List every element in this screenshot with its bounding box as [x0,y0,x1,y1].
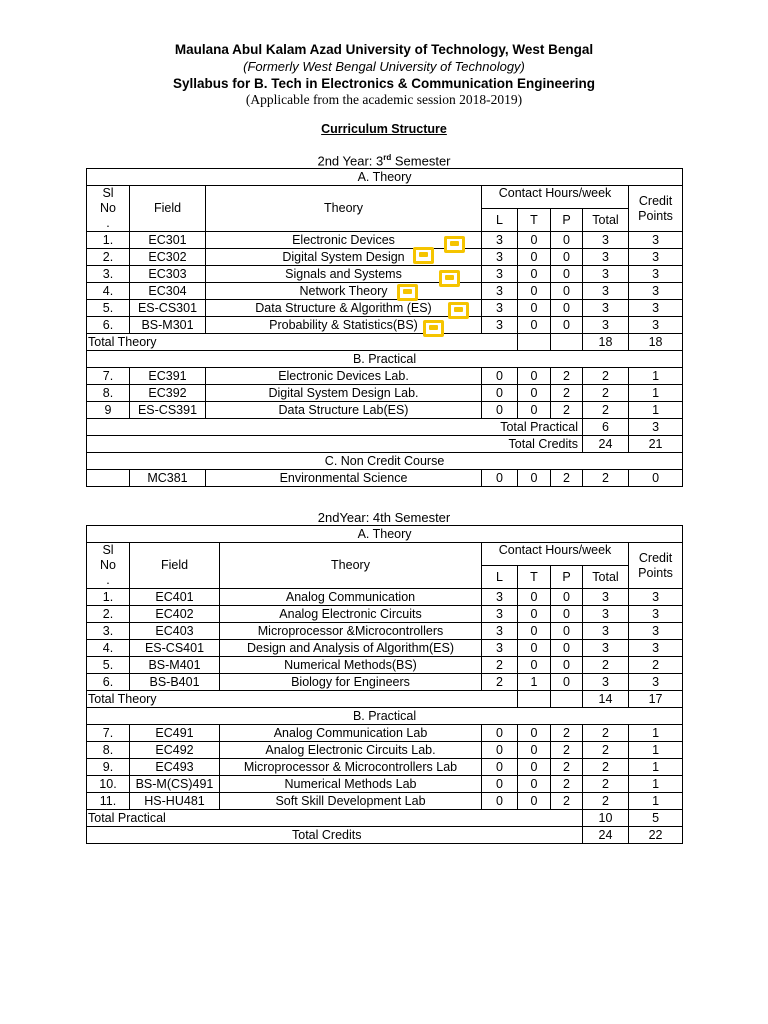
comment-icon[interactable] [397,284,418,301]
course-name-cell: Design and Analysis of Algorithm(ES) [220,640,482,657]
l-cell: 3 [482,232,518,249]
table-row [87,249,683,266]
l-cell: 0 [482,385,518,402]
p-cell: 0 [551,606,583,623]
t-cell: 0 [518,606,551,623]
empty-cell [518,691,551,708]
total-practical-row [87,810,683,827]
col-field-header: Field [130,186,206,232]
table-row [87,623,683,640]
sl-cell: 10. [87,776,130,793]
l-cell: 2 [482,674,518,691]
header-row [87,186,683,209]
table-row [87,300,683,317]
col-p-header: P [551,209,583,232]
table-row [87,759,683,776]
credit-cell: 3 [629,300,683,317]
field-cell: EC304 [130,283,206,300]
p-cell: 2 [551,793,583,810]
p-cell: 0 [551,640,583,657]
table-row [87,368,683,385]
comment-icon[interactable] [439,270,460,287]
total-cell: 2 [583,470,629,487]
p-cell: 2 [551,742,583,759]
field-cell: EC491 [130,725,220,742]
total-credits-credit: 22 [629,827,683,844]
total-cell: 3 [583,606,629,623]
course-name-cell: Analog Communication Lab [220,725,482,742]
l-cell: 0 [482,368,518,385]
course-name-cell: Analog Communication [220,589,482,606]
field-cell: MC381 [130,470,206,487]
empty-cell [551,334,583,351]
credit-cell: 1 [629,725,683,742]
credit-cell: 2 [629,657,683,674]
total-credits-row [87,436,683,453]
col-total-header: Total [583,566,629,589]
table-row [87,640,683,657]
table-row [87,674,683,691]
course-name-cell: Probability & Statistics(BS) [206,317,482,334]
credit-cell: 1 [629,759,683,776]
sl-cell: 4. [87,283,130,300]
field-cell: EC403 [130,623,220,640]
section-row [87,453,683,470]
l-cell: 3 [482,589,518,606]
credit-cell: 3 [629,266,683,283]
header-row [87,543,683,566]
total-theory-label: Total Theory [87,691,482,708]
sl-cell: 9. [87,759,130,776]
course-name-cell: Digital System Design [206,249,482,266]
field-cell: EC391 [130,368,206,385]
p-cell: 2 [551,776,583,793]
l-cell: 0 [482,776,518,793]
col-credit-header: Credit Points [629,186,683,232]
col-credit-header: Credit Points [629,543,683,589]
credit-cell: 3 [629,640,683,657]
total-cell: 2 [583,759,629,776]
p-cell: 0 [551,623,583,640]
p-cell: 0 [551,249,583,266]
t-cell: 0 [518,793,551,810]
credit-cell: 1 [629,402,683,419]
field-cell: EC492 [130,742,220,759]
total-practical-label: Total Practical [87,419,583,436]
t-cell: 0 [518,759,551,776]
l-cell: 0 [482,793,518,810]
total-theory-hours: 14 [583,691,629,708]
credit-cell: 3 [629,623,683,640]
course-name-cell: Soft Skill Development Lab [220,793,482,810]
col-l-header: L [482,566,518,589]
total-practical-hours: 6 [583,419,629,436]
field-cell: EC303 [130,266,206,283]
p-cell: 0 [551,300,583,317]
field-cell: BS-M401 [130,657,220,674]
sl-cell: 8. [87,385,130,402]
empty-cell [482,691,518,708]
comment-icon[interactable] [413,247,434,264]
total-theory-label: Total Theory [87,334,482,351]
total-cell: 2 [583,725,629,742]
sl-cell: 4. [87,640,130,657]
course-name-cell: Environmental Science [206,470,482,487]
p-cell: 0 [551,589,583,606]
total-cell: 2 [583,742,629,759]
sem4-title: 2ndYear: 4th Semester [317,510,451,525]
empty-cell [518,334,551,351]
total-cell: 3 [583,623,629,640]
total-theory-row [87,691,683,708]
sl-cell: 5. [87,657,130,674]
t-cell: 0 [518,742,551,759]
table-row [87,317,683,334]
total-cell: 3 [583,589,629,606]
t-cell: 0 [518,470,551,487]
course-name-cell: Microprocessor &Microcontrollers [220,623,482,640]
col-t-header: T [518,209,551,232]
p-cell: 2 [551,368,583,385]
total-credits-hours: 24 [583,436,629,453]
total-theory-hours: 18 [583,334,629,351]
empty-cell [482,334,518,351]
total-cell: 3 [583,232,629,249]
credit-cell: 1 [629,385,683,402]
col-t-header: T [518,566,551,589]
total-cell: 3 [583,640,629,657]
l-cell: 0 [482,470,518,487]
total-practical-hours: 10 [583,810,629,827]
credit-cell: 3 [629,283,683,300]
l-cell: 3 [482,300,518,317]
sem3-title: 2nd Year: 3rd Semester [317,153,451,169]
section-row [87,169,683,186]
sl-cell: 2. [87,249,130,266]
course-name-cell: Microprocessor & Microcontrollers Lab [220,759,482,776]
p-cell: 2 [551,402,583,419]
course-name-cell: Network Theory [206,283,482,300]
curriculum-heading: Curriculum Structure [321,122,447,136]
total-cell: 3 [583,674,629,691]
t-cell: 0 [518,657,551,674]
p-cell: 2 [551,725,583,742]
section-theory-label: A. Theory [87,169,683,186]
p-cell: 0 [551,657,583,674]
table-row [87,232,683,249]
l-cell: 3 [482,266,518,283]
p-cell: 0 [551,232,583,249]
field-cell: EC392 [130,385,206,402]
credit-cell: 1 [629,776,683,793]
applicable-session: (Applicable from the academic session 2018-2019) [245,92,523,107]
total-theory-credit: 18 [629,334,683,351]
p-cell: 0 [551,674,583,691]
credit-cell: 1 [629,742,683,759]
credit-cell: 0 [629,470,683,487]
p-cell: 2 [551,385,583,402]
section-row [87,708,683,725]
course-name-cell: Electronic Devices Lab. [206,368,482,385]
section-row [87,526,683,543]
credit-cell: 3 [629,232,683,249]
total-credits-label: Total Credits [87,436,583,453]
credit-cell: 3 [629,317,683,334]
sl-cell: 3. [87,266,130,283]
section-row [87,351,683,368]
field-cell: EC302 [130,249,206,266]
t-cell: 0 [518,640,551,657]
sl-cell: 5. [87,300,130,317]
field-cell: EC401 [130,589,220,606]
course-name-cell: Digital System Design Lab. [206,385,482,402]
col-theory-header: Theory [220,543,482,589]
sl-cell: 1. [87,589,130,606]
sl-cell: 8. [87,742,130,759]
formerly-subtitle: (Formerly West Bengal University of Technology) [243,59,525,74]
sl-cell: 7. [87,725,130,742]
sl-cell: 6. [87,674,130,691]
t-cell: 0 [518,725,551,742]
total-credits-row [87,827,683,844]
l-cell: 0 [482,402,518,419]
field-cell: ES-CS401 [130,640,220,657]
sl-cell: 7. [87,368,130,385]
course-name-cell: Data Structure Lab(ES) [206,402,482,419]
t-cell: 0 [518,623,551,640]
course-name-cell: Biology for Engineers [220,674,482,691]
course-name-cell: Electronic Devices [206,232,482,249]
total-credits-hours: 24 [583,827,629,844]
field-cell: ES-CS391 [130,402,206,419]
l-cell: 2 [482,657,518,674]
section-practical-label: B. Practical [87,351,683,368]
total-cell: 3 [583,266,629,283]
total-cell: 2 [583,402,629,419]
t-cell: 0 [518,249,551,266]
col-theory-header: Theory [206,186,482,232]
total-practical-credit: 5 [629,810,683,827]
t-cell: 1 [518,674,551,691]
col-p-header: P [551,566,583,589]
t-cell: 0 [518,283,551,300]
total-cell: 3 [583,249,629,266]
total-credits-label: Total Credits [87,827,583,844]
total-theory-credit: 17 [629,691,683,708]
field-cell: BS-B401 [130,674,220,691]
t-cell: 0 [518,368,551,385]
university-title: Maulana Abul Kalam Azad University of Technology, West Bengal [174,42,594,57]
course-name-cell: Numerical Methods Lab [220,776,482,793]
course-name-cell: Analog Electronic Circuits Lab. [220,742,482,759]
credit-cell: 3 [629,249,683,266]
comment-icon[interactable] [444,236,465,253]
table-row [87,402,683,419]
credit-cell: 3 [629,606,683,623]
t-cell: 0 [518,232,551,249]
col-l-header: L [482,209,518,232]
total-practical-label: Total Practical [87,810,583,827]
t-cell: 0 [518,266,551,283]
sl-cell: 3. [87,623,130,640]
total-practical-row [87,419,683,436]
l-cell: 3 [482,283,518,300]
t-cell: 0 [518,589,551,606]
total-practical-credit: 3 [629,419,683,436]
comment-icon[interactable] [448,302,469,319]
field-cell: HS-HU481 [130,793,220,810]
l-cell: 3 [482,640,518,657]
table-row [87,266,683,283]
course-name-cell: Analog Electronic Circuits [220,606,482,623]
col-contact-header: Contact Hours/week [482,543,629,566]
sl-cell: 2. [87,606,130,623]
l-cell: 0 [482,759,518,776]
table-row [87,657,683,674]
p-cell: 2 [551,470,583,487]
l-cell: 3 [482,623,518,640]
total-cell: 2 [583,776,629,793]
syllabus-title: Syllabus for B. Tech in Electronics & Communication Engineering [172,76,596,91]
credit-cell: 1 [629,793,683,810]
t-cell: 0 [518,776,551,793]
sem3-table [86,168,683,487]
field-cell: EC301 [130,232,206,249]
course-name-cell: Numerical Methods(BS) [220,657,482,674]
credit-cell: 1 [629,368,683,385]
l-cell: 3 [482,606,518,623]
course-name-cell: Signals and Systems [206,266,482,283]
section-noncredit-label: C. Non Credit Course [87,453,683,470]
sl-cell: 6. [87,317,130,334]
field-cell: ES-CS301 [130,300,206,317]
section-practical-label: B. Practical [87,708,683,725]
field-cell: EC402 [130,606,220,623]
table-row [87,606,683,623]
table-row [87,385,683,402]
t-cell: 0 [518,385,551,402]
l-cell: 3 [482,249,518,266]
field-cell: BS-M301 [130,317,206,334]
table-row [87,589,683,606]
total-cell: 3 [583,300,629,317]
credit-cell: 3 [629,674,683,691]
credit-cell: 3 [629,589,683,606]
empty-cell [551,691,583,708]
sem4-table [86,525,683,844]
field-cell: EC493 [130,759,220,776]
table-row [87,725,683,742]
l-cell: 3 [482,317,518,334]
p-cell: 0 [551,283,583,300]
sl-cell: 1. [87,232,130,249]
t-cell: 0 [518,300,551,317]
l-cell: 0 [482,725,518,742]
t-cell: 0 [518,317,551,334]
total-cell: 3 [583,283,629,300]
total-credits-credit: 21 [629,436,683,453]
table-row [87,793,683,810]
total-cell: 2 [583,793,629,810]
section-theory-label: A. Theory [87,526,683,543]
col-sl-header: Sl No . [87,186,130,232]
col-sl-header: Sl No . [87,543,130,589]
field-cell: BS-M(CS)491 [130,776,220,793]
t-cell: 0 [518,402,551,419]
total-cell: 2 [583,385,629,402]
course-name-cell: Data Structure & Algorithm (ES) [206,300,482,317]
p-cell: 0 [551,317,583,334]
total-theory-row [87,334,683,351]
table-row [87,776,683,793]
col-field-header: Field [130,543,220,589]
sl-cell: 9 [87,402,130,419]
p-cell: 2 [551,759,583,776]
sl-cell: 11. [87,793,130,810]
col-contact-header: Contact Hours/week [482,186,629,209]
table-row [87,742,683,759]
total-cell: 3 [583,317,629,334]
table-row [87,283,683,300]
sl-cell [87,470,130,487]
comment-icon[interactable] [423,320,444,337]
total-cell: 2 [583,657,629,674]
p-cell: 0 [551,266,583,283]
total-cell: 2 [583,368,629,385]
col-total-header: Total [583,209,629,232]
l-cell: 0 [482,742,518,759]
table-row [87,470,683,487]
